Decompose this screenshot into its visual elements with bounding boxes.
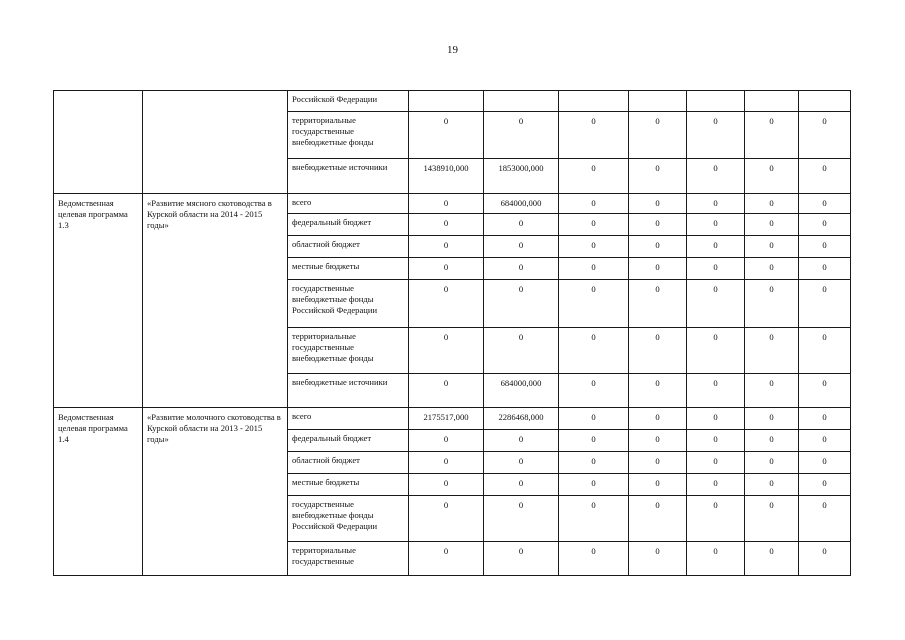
value-cell: 0	[745, 474, 799, 496]
value-cell: 0	[484, 474, 559, 496]
program-name-cell	[143, 91, 288, 194]
value-cell: 0	[409, 452, 484, 474]
value-cell: 0	[799, 542, 851, 576]
value-cell: 0	[629, 374, 687, 408]
value-cell: 0	[745, 496, 799, 542]
value-cell: 0	[409, 430, 484, 452]
value-cell: 0	[559, 236, 629, 258]
value-cell: 1853000,000	[484, 159, 559, 194]
value-cell: 0	[559, 214, 629, 236]
value-cell: 0	[799, 214, 851, 236]
value-cell: 0	[629, 328, 687, 374]
program-cell: Ведомственная целевая программа 1.4	[54, 408, 143, 576]
value-cell: 0	[629, 408, 687, 430]
value-cell: 684000,000	[484, 374, 559, 408]
source-cell: территориальные государственные внебюджетные фонды	[288, 328, 409, 374]
source-cell: местные бюджеты	[288, 474, 409, 496]
value-cell: 0	[559, 474, 629, 496]
value-cell: 0	[745, 258, 799, 280]
value-cell: 0	[409, 236, 484, 258]
value-cell: 0	[687, 236, 745, 258]
value-cell: 0	[559, 112, 629, 159]
value-cell: 0	[559, 430, 629, 452]
value-cell	[559, 91, 629, 112]
value-cell	[484, 91, 559, 112]
value-cell: 0	[484, 430, 559, 452]
value-cell: 0	[559, 328, 629, 374]
value-cell: 0	[745, 328, 799, 374]
value-cell: 0	[629, 159, 687, 194]
value-cell: 0	[687, 214, 745, 236]
source-cell: местные бюджеты	[288, 258, 409, 280]
page-number: 19	[447, 44, 458, 56]
value-cell: 0	[629, 112, 687, 159]
value-cell: 0	[559, 452, 629, 474]
value-cell: 0	[629, 214, 687, 236]
value-cell: 0	[745, 159, 799, 194]
value-cell: 0	[409, 214, 484, 236]
value-cell: 0	[559, 159, 629, 194]
value-cell: 0	[629, 236, 687, 258]
value-cell: 0	[687, 112, 745, 159]
value-cell: 0	[745, 236, 799, 258]
table-row	[54, 91, 851, 112]
value-cell: 0	[745, 452, 799, 474]
value-cell: 0	[799, 496, 851, 542]
value-cell: 0	[799, 280, 851, 328]
value-cell: 0	[687, 328, 745, 374]
value-cell: 2175517,000	[409, 408, 484, 430]
value-cell: 0	[745, 430, 799, 452]
value-cell: 0	[799, 236, 851, 258]
program-name-cell: «Развитие мясного скотоводства в Курской области на 2014 - 2015 годы»	[143, 194, 288, 408]
source-cell: государственные внебюджетные фонды Российской Федерации	[288, 280, 409, 328]
value-cell: 0	[799, 408, 851, 430]
source-cell: федеральный бюджет	[288, 214, 409, 236]
value-cell: 684000,000	[484, 194, 559, 214]
value-cell: 0	[629, 280, 687, 328]
value-cell: 0	[745, 112, 799, 159]
value-cell: 0	[629, 194, 687, 214]
value-cell: 0	[745, 194, 799, 214]
value-cell: 0	[687, 452, 745, 474]
source-cell: внебюджетные источники	[288, 374, 409, 408]
source-cell: областной бюджет	[288, 236, 409, 258]
value-cell: 0	[799, 452, 851, 474]
value-cell: 1438910,000	[409, 159, 484, 194]
source-cell: всего	[288, 408, 409, 430]
value-cell: 0	[484, 328, 559, 374]
value-cell: 0	[409, 194, 484, 214]
value-cell: 0	[687, 194, 745, 214]
value-cell: 0	[484, 112, 559, 159]
value-cell: 0	[799, 258, 851, 280]
value-cell: 0	[484, 258, 559, 280]
table-row	[54, 194, 851, 214]
value-cell: 0	[687, 430, 745, 452]
value-cell: 0	[799, 374, 851, 408]
value-cell: 0	[745, 214, 799, 236]
value-cell: 0	[687, 159, 745, 194]
value-cell	[799, 91, 851, 112]
value-cell: 0	[799, 159, 851, 194]
value-cell: 0	[629, 430, 687, 452]
source-cell: всего	[288, 194, 409, 214]
value-cell: 0	[409, 280, 484, 328]
value-cell: 0	[629, 452, 687, 474]
value-cell: 0	[484, 280, 559, 328]
value-cell	[687, 91, 745, 112]
value-cell	[745, 91, 799, 112]
source-cell: областной бюджет	[288, 452, 409, 474]
program-cell: Ведомственная целевая программа 1.3	[54, 194, 143, 408]
value-cell: 0	[799, 328, 851, 374]
value-cell	[629, 91, 687, 112]
source-cell: территориальные государственные	[288, 542, 409, 576]
value-cell: 0	[687, 474, 745, 496]
value-cell: 0	[484, 496, 559, 542]
value-cell: 0	[409, 374, 484, 408]
value-cell: 0	[409, 328, 484, 374]
source-cell: федеральный бюджет	[288, 430, 409, 452]
value-cell: 0	[687, 496, 745, 542]
value-cell: 0	[629, 258, 687, 280]
source-cell: государственные внебюджетные фонды Российской Федерации	[288, 496, 409, 542]
value-cell: 0	[629, 542, 687, 576]
value-cell: 0	[484, 214, 559, 236]
value-cell: 0	[559, 374, 629, 408]
funding-table	[53, 90, 851, 576]
value-cell: 0	[559, 258, 629, 280]
value-cell: 0	[687, 408, 745, 430]
value-cell: 0	[799, 112, 851, 159]
value-cell: 0	[484, 236, 559, 258]
value-cell	[409, 91, 484, 112]
value-cell: 2286468,000	[484, 408, 559, 430]
source-cell: внебюджетные источники	[288, 159, 409, 194]
value-cell: 0	[687, 280, 745, 328]
value-cell: 0	[799, 474, 851, 496]
value-cell: 0	[409, 496, 484, 542]
source-cell: территориальные государственные внебюджетные фонды	[288, 112, 409, 159]
value-cell: 0	[484, 452, 559, 474]
program-cell	[54, 91, 143, 194]
value-cell: 0	[409, 258, 484, 280]
value-cell: 0	[799, 194, 851, 214]
value-cell: 0	[559, 408, 629, 430]
value-cell: 0	[409, 474, 484, 496]
table-body	[54, 91, 851, 576]
value-cell: 0	[559, 496, 629, 542]
value-cell: 0	[687, 374, 745, 408]
value-cell: 0	[745, 542, 799, 576]
value-cell: 0	[687, 258, 745, 280]
source-cell: Российской Федерации	[288, 91, 409, 112]
value-cell: 0	[799, 430, 851, 452]
program-name-cell: «Развитие молочного скотоводства в Курской области на 2013 - 2015 годы»	[143, 408, 288, 576]
value-cell: 0	[559, 194, 629, 214]
value-cell: 0	[409, 112, 484, 159]
value-cell: 0	[745, 374, 799, 408]
value-cell: 0	[559, 280, 629, 328]
value-cell: 0	[559, 542, 629, 576]
value-cell: 0	[687, 542, 745, 576]
table-row	[54, 408, 851, 430]
value-cell: 0	[629, 474, 687, 496]
value-cell: 0	[629, 496, 687, 542]
value-cell: 0	[745, 280, 799, 328]
value-cell: 0	[484, 542, 559, 576]
value-cell: 0	[745, 408, 799, 430]
value-cell: 0	[409, 542, 484, 576]
